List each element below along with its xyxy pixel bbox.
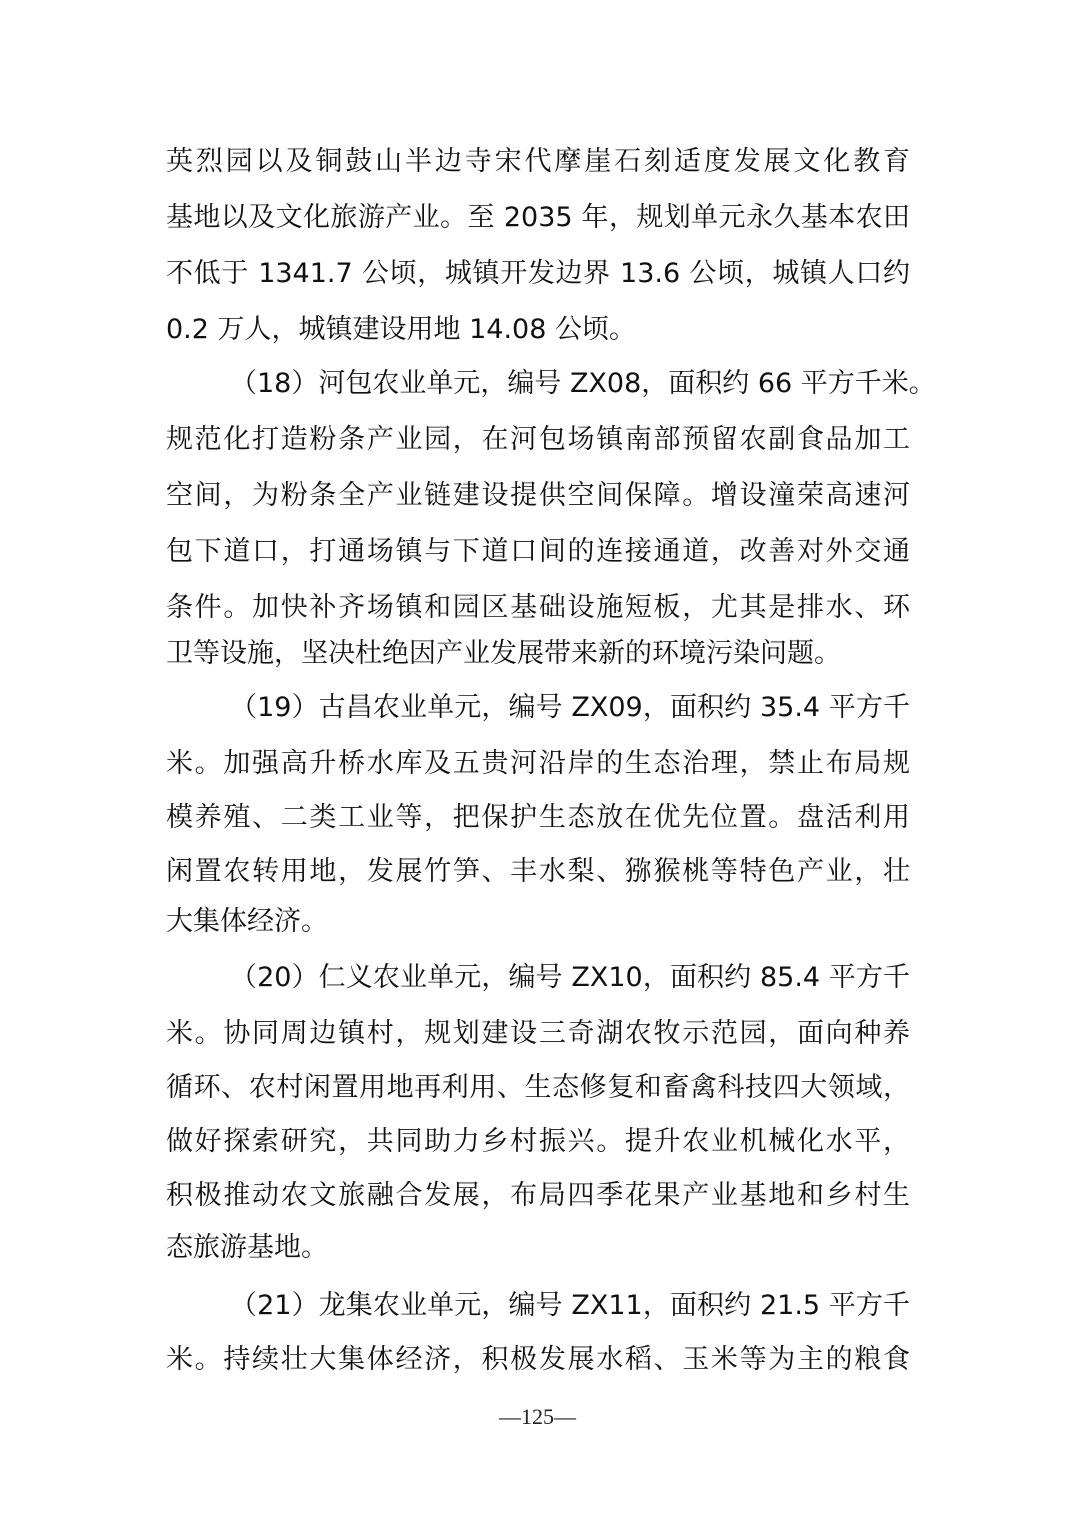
text-line: 循环、农村闲置用地再利用、生态修复和畜禽科技四大领域， [166, 1072, 910, 1103]
text-line: 0.2 万人，城镇建设用地 14.08 公顷。 [166, 314, 636, 345]
text-line: 米。协同周边镇村，规划建设三奇湖农牧示范园，面向种养 [166, 1018, 910, 1049]
paragraph-first-line: （20）仁义农业单元，编号 ZX10，面积约 85.4 平方千 [230, 962, 910, 993]
paragraph-first-line: （19）古昌农业单元，编号 ZX09，面积约 35.4 平方千 [230, 692, 910, 723]
page-number: —125— [499, 1404, 576, 1429]
text-line: 闲置农转用地，发展竹笋、丰水梨、猕猴桃等特色产业，壮 [166, 856, 910, 887]
text-line: 态旅游基地。 [166, 1232, 328, 1263]
text-line: 包下道口，打通场镇与下道口间的连接通道，改善对外交通 [166, 536, 910, 567]
text-line: 英烈园以及铜鼓山半边寺宋代摩崖石刻适度发展文化教育 [166, 146, 910, 177]
text-line: 米。持续壮大集体经济，积极发展水稻、玉米等为主的粮食 [166, 1344, 910, 1375]
text-line: 基地以及文化旅游产业。至 2035 年，规划单元永久基本农田 [166, 202, 910, 233]
text-line: 米。加强高升桥水库及五贵河沿岸的生态治理，禁止布局规 [166, 748, 910, 779]
text-line: 积极推动农文旅融合发展，布局四季花果产业基地和乡村生 [166, 1180, 910, 1211]
paragraph-first-line: （21）龙集农业单元，编号 ZX11，面积约 21.5 平方千 [230, 1290, 910, 1321]
text-line: 不低于 1341.7 公顷，城镇开发边界 13.6 公顷，城镇人口约 [166, 258, 910, 289]
paragraph-first-line: （18）河包农业单元，编号 ZX08，面积约 66 平方千米。 [230, 368, 936, 399]
text-line: 条件。加快补齐场镇和园区基础设施短板，尤其是排水、环 [166, 592, 910, 623]
text-line: 卫等设施，坚决杜绝因产业发展带来新的环境污染问题。 [166, 638, 841, 669]
text-line: 大集体经济。 [166, 906, 328, 937]
text-line: 模养殖、二类工业等，把保护生态放在优先位置。盘活利用 [166, 802, 910, 833]
text-line: 空间，为粉条全产业链建设提供空间保障。增设潼荣高速河 [166, 480, 910, 511]
text-line: 规范化打造粉条产业园，在河包场镇南部预留农副食品加工 [166, 424, 910, 455]
text-line: 做好探索研究，共同助力乡村振兴。提升农业机械化水平， [166, 1126, 910, 1157]
